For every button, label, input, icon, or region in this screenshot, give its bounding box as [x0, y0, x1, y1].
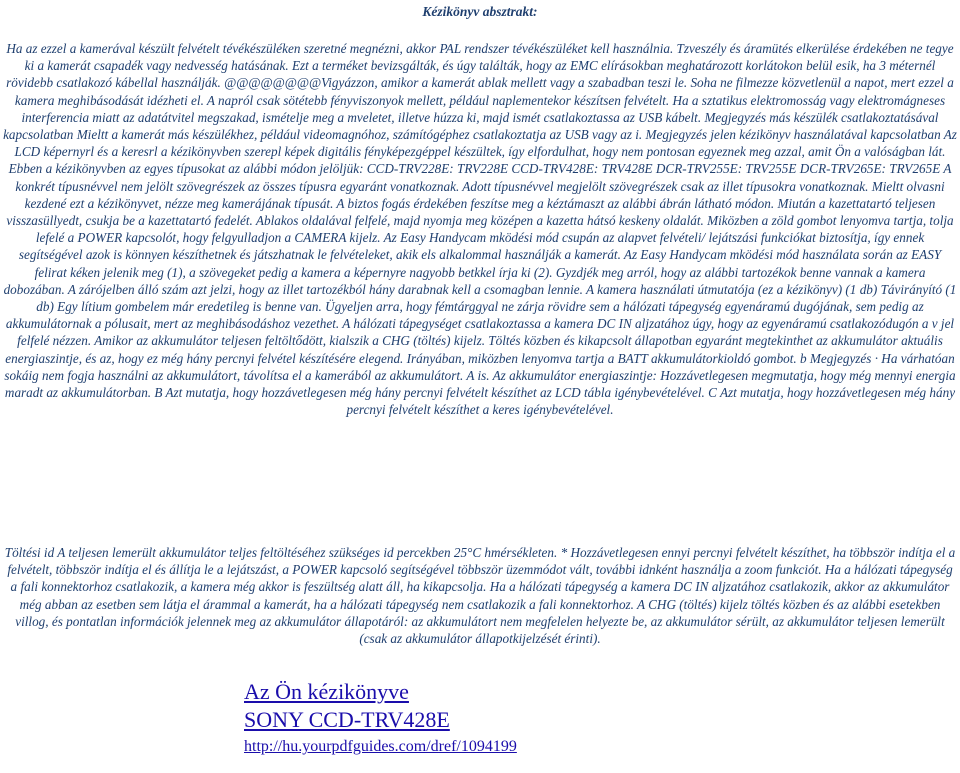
- abstract-paragraph-2: Töltési id A teljesen lemerült akkumulátor teljes feltöltéséhez szükséges id percekben 25°C hmérsékleten. * Hozzávetlegesen ennyi percnyi felvételt készíthet, ha többször indítja el a felvételt, többször indítja el és állítja le a lejátszást, a POWER kapcsoló segítségével többször üzemmódot vált, további idnként használja a zoom funkciót. Ha a hálózati tápegység a fali konnektorhoz csatlakozik, a kamera még akkor is feszültség alatt áll, ha kikapcsolja. Ha a hálózati tápegység a kamera DC IN aljzatához csatlakozik, akkor az akkumulátor még abban az esetben sem látja el árammal a kamerát, ha a hálózati tápegység nem csatlakozik a fali konnektorhoz. A CHG (töltés) kijelz töltés közben és az alábbi esetekben villog, és pontatlan információk jelennek meg az akkumulátor állapotáról: az akkumulátort nem megfelelen helyezte be, az akkumulátor sérült, az akkumulátor teljesen lemerült (csak az akkumulátor állapotkijelzését érinti).: [4, 545, 956, 647]
- manual-url-link[interactable]: http://hu.yourpdfguides.com/dref/1094199: [244, 738, 517, 755]
- manual-title-link[interactable]: Az Ön kézikönyve: [244, 679, 409, 704]
- abstract-paragraph-1: Ha az ezzel a kamerával készült felvételt tévékészüléken szeretné megnézni, akkor PAL rendszer tévékészüléket kell használnia. Tzveszély és áramütés elkerülése érdekében ne tegye ki a kamerát csapadék vagy nedvesség hatásának. Ezt a terméket bevizsgálták, és úgy találták, hogy az EMC elírásokban meghatározott korlátokon belül esik, ha 3 méternél rövidebb csatlakozó kábellal használják. @@@@@@@@Vigyázzon, amikor a kamerát ablak mellett vagy a szabadban teszi le. Soha ne filmezze közvetlenül a napot, mert ezzel a kamera meghibásodását idézheti el. A napról csak sötétebb fényviszonyok mellett, például naplementekor készítsen felvételt. Ha a sztatikus elektromosság vagy elektromágneses interferencia miatt az adatátvitel megszakad, ismételje meg a mveletet, illetve húzza ki, majd ismét csatlakoztassa az USB kábelt. Megjegyzés más készülék csatlakoztatásával kapcsolatban Mieltt a kamerát más készülékhez, például videomagnóhoz, számítógéphez csatlakoztatja az USB vagy az i. Megjegyzés jelen kézikönyv használatával kapcsolatban Az LCD képernyrl és a keresrl a kézikönyvben szerepl képek digitális fényképezgéppel készültek, így elfordulhat, hogy nem pontosan egyeznek meg azzal, amit Ön a valóságban lát. Ebben a kézikönyvben az egyes típusokat az alábbi módon jelöljük: CCD-TRV228E: TRV228E CCD-TRV428E: TRV428E DCR-TRV255E: TRV255E DCR-TRV265E: TRV265E A konkrét típusnévvel nem jelölt szövegrészek az összes típusra egyaránt vonatkoznak. Adott típusnévvel megjelölt szövegrészek csak az illet típusokra vonatkoznak. Mieltt olvasni kezdené ezt a kézikönyvet, nézze meg kamerájának típusát. A biztos fogás érdekében feszítse meg a kéztámaszt az alábbi ábrán látható módon. Miután a kazettatartó teljesen visszasüllyedt, csukja be a kazettatartó fedelét. Ablakos oldalával felfelé, majd nyomja meg középen a kazetta hátsó keskeny oldalát. Miközben a zöld gombot lenyomva tartja, tolja lefelé a POWER kapcsolót, hogy felgyulladjon a CAMERA kijelz. Az Easy Handycam mködési mód csupán az alapvet felvételi/ lejátszási funkciókat biztosítja, így ennek segítségével azok is könnyen készíthetnek és játszhatnak le felvételeket, akik els alkalommal használják a kamerát. Az Easy Handycam mködési mód használata során az EASY felirat kéken jelenik meg (1), a szövegeket pedig a kamera a képernyre nagyobb betkkel írja ki (2). Gyzdjék meg arról, hogy az alábbi tartozékok benne vannak a kamera dobozában. A zárójelben álló szám azt jelzi, hogy az illet tartozékból hány darabnak kell a csomagban lennie. A kamera használati útmutatója (ez a kézikönyv) (1 db) Távirányító (1 db) Egy lítium gombelem már eredetileg is benne van. Ügyeljen arra, hogy fémtárggyal ne zárja rövidre sem a hálózati tápegység egyenáramú dugójának, sem pedig az akkumulátornak a pólusait, mert az meghibásodáshoz vezethet. A hálózati tápegységet csatlakoztassa a kamera DC IN aljzatához úgy, hogy az egyenáramú csatlakozódugón a v jel felfelé nézzen. Amikor az akkumulátor teljesen feltöltődött, kialszik a CHG (töltés) kijelz. Töltés közben és kikapcsolt állapotban egyaránt megtekinthet az akkumulátor aktuális energiaszintje, és az, hogy ez még hány percnyi felvétel készítésére elegend. Irányában, miközben lenyomva tartja a BATT akkumulátorkioldó gombot. b Megjegyzés · Ha várhatóan sokáig nem fogja használni az akkumulátort, távolítsa el a kamerából az akkumulátort. A is. Az akkumulátor energiaszintje: Hozzávetlegesen megmutatja, hogy még mennyi energia maradt az akkumulátorban. B Azt mutatja, hogy hozzávetlegesen még hány percnyi felvételt készíthet az LCD tábla igénybevételével. C Azt mutatja, hogy hozzávetlegesen még hány percnyi felvételt készíthet a keres igénybevételével.: [3, 41, 957, 418]
- manual-links: [244, 678, 517, 759]
- abstract-title: Kézikönyv absztrakt:: [422, 4, 538, 19]
- manual-model-link[interactable]: SONY CCD-TRV428E: [244, 707, 450, 732]
